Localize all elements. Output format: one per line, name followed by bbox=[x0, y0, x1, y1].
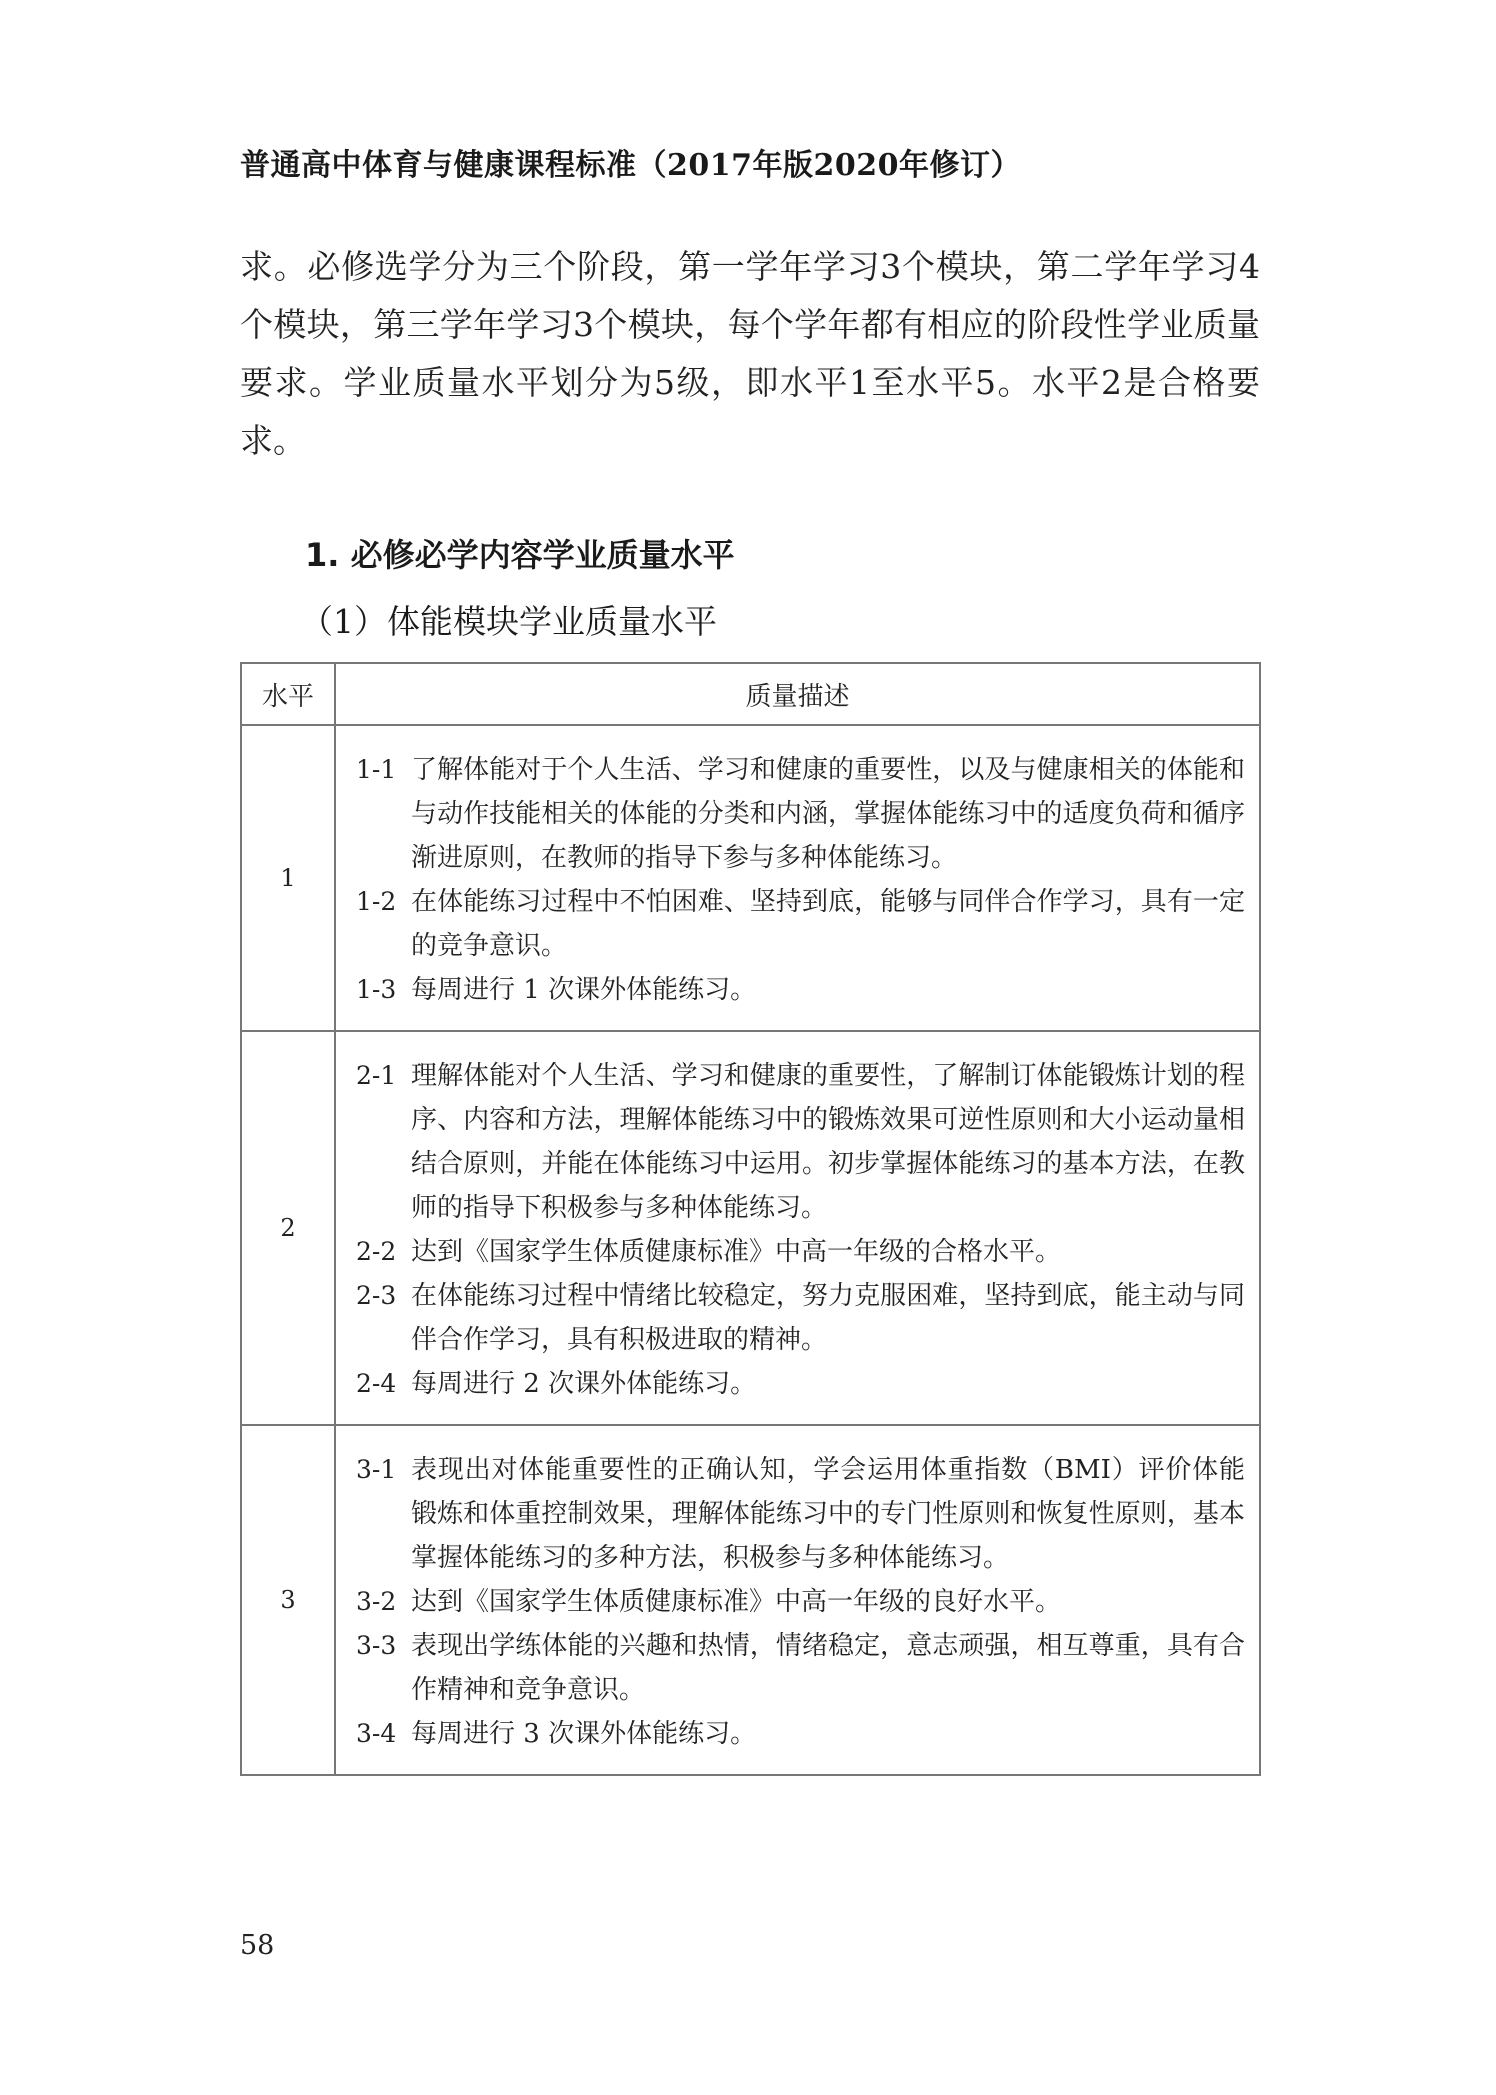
level-cell: 1 bbox=[241, 725, 335, 1031]
table-row bbox=[241, 725, 1260, 1031]
item-text: 理解体能对个人生活、学习和健康的重要性，了解制订体能锻炼计划的程序、内容和方法，理解体能练习中的锻炼效果可逆性原则和大小运动量相结合原则，并能在体能练习中运用。初步掌握体能练习的基本方法，在教师的指导下积极参与多种体能练习。 bbox=[411, 1061, 1245, 1223]
quality-level-table bbox=[240, 662, 1261, 1776]
item-code: 3-2 bbox=[356, 1587, 397, 1616]
item-code: 2-4 bbox=[356, 1369, 397, 1398]
item-text: 表现出对体能重要性的正确认知，学会运用体重指数（BMI）评价体能锻炼和体重控制效果，理解体能练习中的专门性原则和恢复性原则，基本掌握体能练习的多种方法，积极参与多种体能练习。 bbox=[411, 1455, 1245, 1573]
page-number: 58 bbox=[240, 1930, 275, 1961]
level-cell: 3 bbox=[241, 1425, 335, 1775]
sub-heading: （1）体能模块学业质量水平 bbox=[300, 602, 717, 641]
list-item bbox=[356, 748, 1245, 880]
item-code: 3-3 bbox=[356, 1631, 397, 1660]
description-cell bbox=[335, 725, 1260, 1031]
level-cell: 2 bbox=[241, 1031, 335, 1425]
body-paragraph: 求。必修选学分为三个阶段，第一学年学习3个模块，第二学年学习4个模块，第三学年学习3个模块，每个学年都有相应的阶段性学业质量要求。学业质量水平划分为5级，即水平1至水平5。水平2是合格要求。 bbox=[240, 247, 1260, 460]
item-code: 1-1 bbox=[356, 755, 397, 784]
item-code: 2-2 bbox=[356, 1237, 397, 1266]
item-code: 3-1 bbox=[356, 1455, 397, 1484]
item-text: 每周进行 1 次课外体能练习。 bbox=[411, 975, 757, 1005]
list-item bbox=[356, 1274, 1245, 1362]
item-text: 达到《国家学生体质健康标准》中高一年级的良好水平。 bbox=[411, 1587, 1062, 1617]
list-item bbox=[356, 1448, 1245, 1580]
list-item bbox=[356, 1362, 1245, 1406]
item-code: 3-4 bbox=[356, 1719, 397, 1748]
item-text: 每周进行 3 次课外体能练习。 bbox=[411, 1719, 757, 1749]
list-item bbox=[356, 1230, 1245, 1274]
description-cell bbox=[335, 1425, 1260, 1775]
column-header-description: 质量描述 bbox=[335, 663, 1260, 725]
list-item bbox=[356, 968, 1245, 1012]
list-item bbox=[356, 1054, 1245, 1230]
column-header-level: 水平 bbox=[241, 663, 335, 725]
list-item bbox=[356, 880, 1245, 968]
item-text: 在体能练习过程中情绪比较稳定，努力克服困难，坚持到底，能主动与同伴合作学习，具有积极进取的精神。 bbox=[411, 1281, 1245, 1355]
table-header-row bbox=[241, 663, 1260, 725]
table-row bbox=[241, 1425, 1260, 1775]
item-text: 在体能练习过程中不怕困难、坚持到底，能够与同伴合作学习，具有一定的竞争意识。 bbox=[411, 887, 1245, 961]
list-item bbox=[356, 1580, 1245, 1624]
item-text: 了解体能对于个人生活、学习和健康的重要性，以及与健康相关的体能和与动作技能相关的体能的分类和内涵，掌握体能练习中的适度负荷和循序渐进原则，在教师的指导下参与多种体能练习。 bbox=[411, 755, 1245, 873]
item-code: 2-1 bbox=[356, 1061, 397, 1090]
item-code: 2-3 bbox=[356, 1281, 397, 1310]
item-code: 1-2 bbox=[356, 887, 397, 916]
table-row bbox=[241, 1031, 1260, 1425]
description-cell bbox=[335, 1031, 1260, 1425]
list-item bbox=[356, 1712, 1245, 1756]
list-item bbox=[356, 1624, 1245, 1712]
item-text: 达到《国家学生体质健康标准》中高一年级的合格水平。 bbox=[411, 1237, 1062, 1267]
item-code: 1-3 bbox=[356, 975, 397, 1004]
running-header: 普通高中体育与健康课程标准（2017年版2020年修订） bbox=[240, 148, 1021, 183]
section-heading: 1. 必修必学内容学业质量水平 bbox=[305, 536, 735, 574]
item-text: 表现出学练体能的兴趣和热情，情绪稳定，意志顽强，相互尊重，具有合作精神和竞争意识。 bbox=[411, 1631, 1245, 1705]
item-text: 每周进行 2 次课外体能练习。 bbox=[411, 1369, 757, 1399]
